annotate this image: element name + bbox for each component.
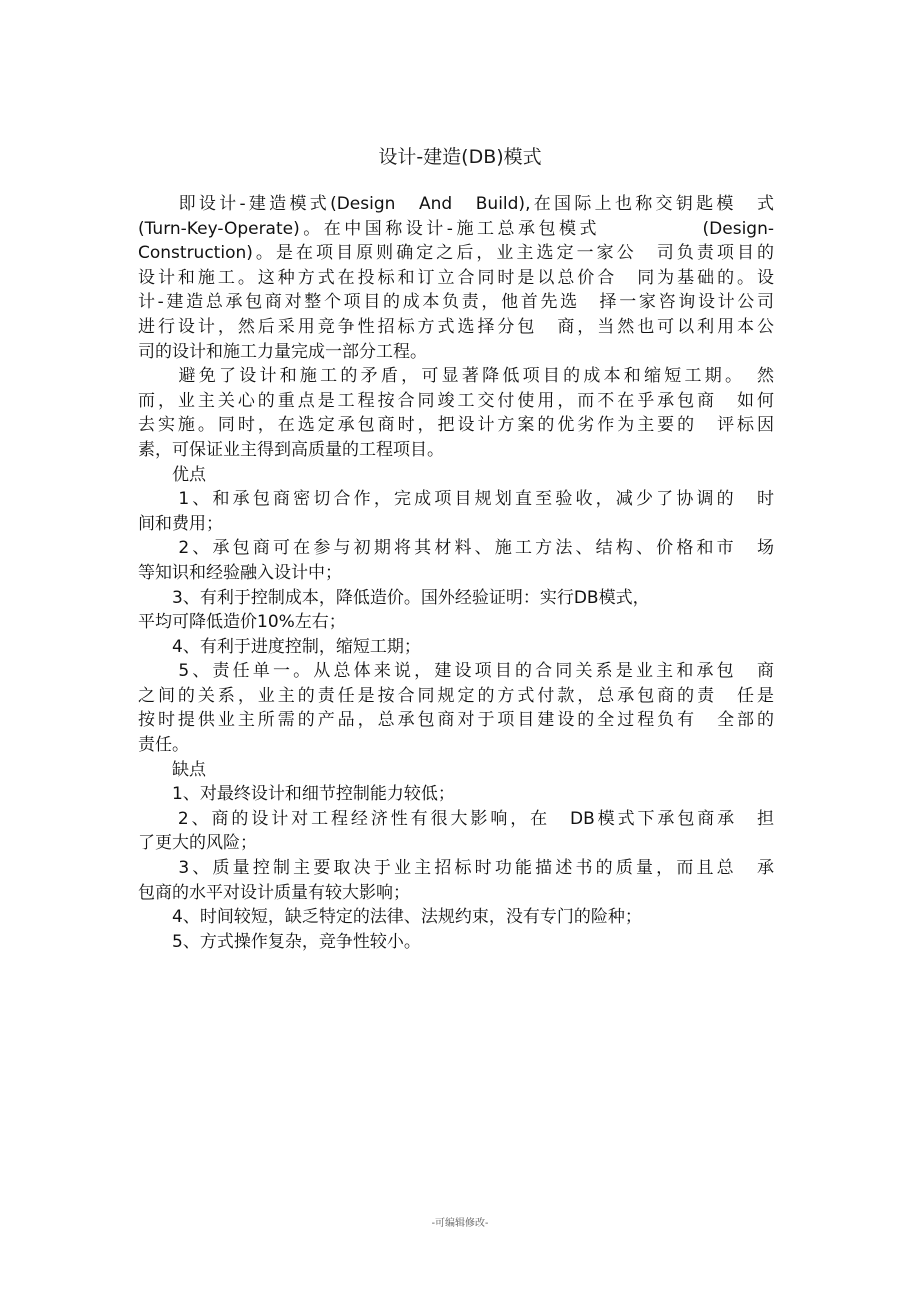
body-line: 之间的关系，业主的责任是按合同规定的方式付款，总承包商的责 任是 xyxy=(138,685,774,706)
body-line: 平均可降低造价10%左右； xyxy=(138,612,346,633)
body-line: 按时提供业主所需的产品，总承包商对于项目建设的全过程负有 全部的 xyxy=(138,710,774,731)
body-line: 司的设计和施工力量完成一部分工程。 xyxy=(138,341,427,362)
body-line: 等知识和经验融入设计中； xyxy=(138,562,342,583)
body-line: 5、方式操作复杂，竞争性较小。 xyxy=(138,931,421,952)
body-line: 2、承包商可在参与初期将其材料、施工方法、结构、价格和市 场 xyxy=(138,538,774,559)
body-line: 3、质量控制主要取决于业主招标时功能描述书的质量，而且总 承 xyxy=(138,858,774,879)
body-line: 4、时间较短，缺乏特定的法律、法规约束，没有专门的险种； xyxy=(138,907,642,928)
body-line: 4、有利于进度控制，缩短工期； xyxy=(138,636,421,657)
body-line: 优点 xyxy=(138,464,206,485)
body-line: 1、和承包商密切合作，完成项目规划直至验收，减少了协调的 时 xyxy=(138,489,774,510)
body-line: 避免了设计和施工的矛盾，可显著降低项目的成本和缩短工期。 然 xyxy=(138,366,774,387)
body-line: 2、商的设计对工程经济性有很大影响，在 DB模式下承包商承 担 xyxy=(138,808,774,829)
body-line: 1、对最终设计和细节控制能力较低； xyxy=(138,784,455,805)
body-line: 设计和施工。这种方式在投标和订立合同时是以总价合 同为基础的。设 xyxy=(138,267,774,288)
body-line: 而，业主关心的重点是工程按合同竣工交付使用，而不在乎承包商 如何 xyxy=(138,390,774,411)
body-line: 缺点 xyxy=(138,759,206,780)
body-line: 计-建造总承包商对整个项目的成本负责，他首先选 择一家咨询设计公司 xyxy=(138,292,774,313)
page-footer: -可编辑修改- xyxy=(431,1218,489,1229)
body-line: 素，可保证业主得到高质量的工程项目。 xyxy=(138,439,444,460)
body-line: 了更大的风险； xyxy=(138,833,257,854)
body-line: 进行设计，然后采用竞争性招标方式选择分包 商，当然也可以利用本公 xyxy=(138,316,774,337)
document-title: 设计-建造(DB)模式 xyxy=(378,146,542,168)
body-line: 3、有利于控制成本，降低造价。国外经验证明：实行DB模式， xyxy=(138,587,650,608)
body-line: 间和费用； xyxy=(138,513,223,534)
document-body xyxy=(138,192,774,954)
body-line: 5、责任单一。从总体来说，建设项目的合同关系是业主和承包 商 xyxy=(138,661,774,682)
body-line: (Turn-Key-Operate)。在中国称设计-施工总承包模式 (Design- xyxy=(138,218,774,239)
body-line: 即设计-建造模式(Design And Build),在国际上也称交钥匙模 式 xyxy=(138,194,774,214)
body-line: 责任。 xyxy=(138,735,189,756)
body-line: 包商的水平对设计质量有较大影响； xyxy=(138,882,410,903)
body-line: 去实施。同时，在选定承包商时，把设计方案的优劣作为主要的 评标因 xyxy=(138,415,774,436)
body-line: Construction)。是在项目原则确定之后，业主选定一家公 司负责项目的 xyxy=(138,243,774,264)
